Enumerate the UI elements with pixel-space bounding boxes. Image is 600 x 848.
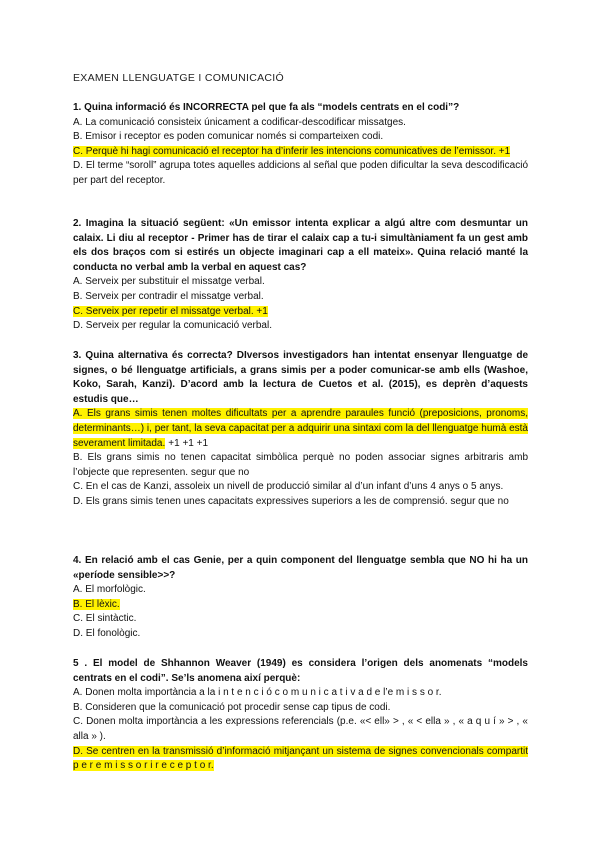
question-2 [73, 217, 528, 334]
option-text: B. Emisor i receptor es poden comunicar només si comparteixen codi. [73, 131, 384, 143]
question-2-stem: 2. Imagina la situació següent: «Un emissor intenta explicar a algú altre com desmuntar un calaix. Li diu al receptor - Primer has de tirar el calaix cap a tu-i simultàniament fa un gest amb els dos braços com si estirés un objecte imaginari cap a ell mateix». Quina relació manté la conducta no verbal amb la verbal en aquest cas? [73, 218, 528, 273]
option-text-highlighted: B. El lèxic. [73, 598, 120, 610]
question-4-option-a [73, 583, 528, 598]
option-text: D. Els grans simis tenen unes capacitats expressives superiors a les de comprensió. segur que no [73, 495, 509, 507]
question-4-option-b [73, 598, 528, 613]
option-text: C. Donen molta importància a les expressions referencials (p.e. «< ell» > , « < ella » , « a q u í » > , « alla » ). [73, 716, 528, 742]
question-1-option-a [73, 116, 528, 131]
option-text: A. Donen molta importància a la i n t e n c i ó c o m u n i c a t i v a d e l’e m i s s o r. [73, 687, 442, 699]
option-text: C. En el cas de Kanzi, assoleix un nivell de producció similar al d’un infant d’uns 4 anys o 5 anys. [73, 481, 504, 493]
question-1 [73, 101, 528, 189]
question-3-option-a [73, 407, 528, 451]
option-text: D. El fonològic. [73, 627, 141, 639]
question-4-stem: 4. En relació amb el cas Genie, per a quin component del llenguatge sembla que NO hi ha un «període sensible>>? [73, 555, 528, 581]
option-text-highlighted: C. Serveix per repetir el missatge verbal. +1 [73, 305, 268, 317]
question-3-option-c [73, 480, 528, 495]
question-4-option-c [73, 612, 528, 627]
option-text: A. La comunicació consisteix únicament a codificar-descodificar missatges. [73, 116, 406, 128]
question-2-option-a [73, 275, 528, 290]
question-3-stem: 3. Quina alternativa és correcta? DIversos investigadors han intentat ensenyar llenguatge de signes, o bé llenguatge artificials, a grans simis per a poder comunicar-se amb ells (Washoe, Koko, Sarah, Kanzi). D’acord amb la lectura de Cuetos et al. (2015), es deprèn d’aquests estudis que… [73, 350, 528, 405]
exam-title: EXAMEN LLENGUATGE I COMUNICACIÓ [73, 72, 284, 84]
option-text: B. Els grans simis no tenen capacitat simbòlica perquè no poden associar signes arbitraris amb l’objecte que representen. segur que no [73, 452, 528, 478]
question-4 [73, 554, 528, 642]
option-text: A. Serveix per substituir el missatge verbal. [73, 276, 265, 288]
question-2-option-c [73, 305, 528, 320]
option-text: B. Consideren que la comunicació pot procedir sense cap tipus de codi. [73, 701, 391, 713]
question-3 [73, 349, 528, 510]
question-2-option-b [73, 290, 528, 305]
option-text: D. El terme “soroll” agrupa totes aquelles addicions al señal que poden dificultar la seva descodificació per part del receptor. [73, 160, 528, 186]
question-3-option-d [73, 495, 528, 510]
question-3-option-b [73, 451, 528, 480]
question-1-option-b [73, 130, 528, 145]
option-text: B. Serveix per contradir el missatge verbal. [73, 290, 264, 302]
question-5-option-c [73, 715, 528, 744]
question-5-option-a [73, 686, 528, 701]
question-5-stem: 5 . El model de Shhannon Weaver (1949) es considera l’origen dels anomenats “models centrats en el codi”. Se’ls anomena així perquè: [73, 658, 528, 684]
option-text: C. El sintàctic. [73, 613, 137, 625]
option-text-highlighted: D. Se centren en la transmissió d’informació mitjançant un sistema de signes convencionals compartit p e r e m i s s o r i r e c e p t o r. [73, 745, 528, 772]
question-5 [73, 657, 528, 774]
question-5-option-b [73, 701, 528, 716]
option-text: A. El morfològic. [73, 584, 146, 596]
question-1-option-d [73, 159, 528, 188]
option-text-highlighted: C. Perquè hi hagi comunicació el receptor ha d’inferir les intencions comunicatives de l’emissor. +1 [73, 145, 511, 157]
question-2-option-d [73, 319, 528, 334]
question-4-option-d [73, 627, 528, 642]
option-text: D. Serveix per regular la comunicació verbal. [73, 320, 272, 332]
option-text-highlighted: A. Els grans simis tenen moltes dificultats per a aprendre paraules funció (preposicions, pronoms, determinants…) i, per tant, la seva capacitat per a adquirir una sintaxi com la del llenguatge humà està severament limitada. [73, 408, 528, 449]
question-1-option-c [73, 145, 528, 160]
question-1-stem: 1. Quina informació és INCORRECTA pel que fa als “models centrats en el codi”? [73, 102, 460, 113]
question-5-option-d [73, 745, 528, 774]
score-marks: +1 +1 +1 [168, 437, 209, 449]
